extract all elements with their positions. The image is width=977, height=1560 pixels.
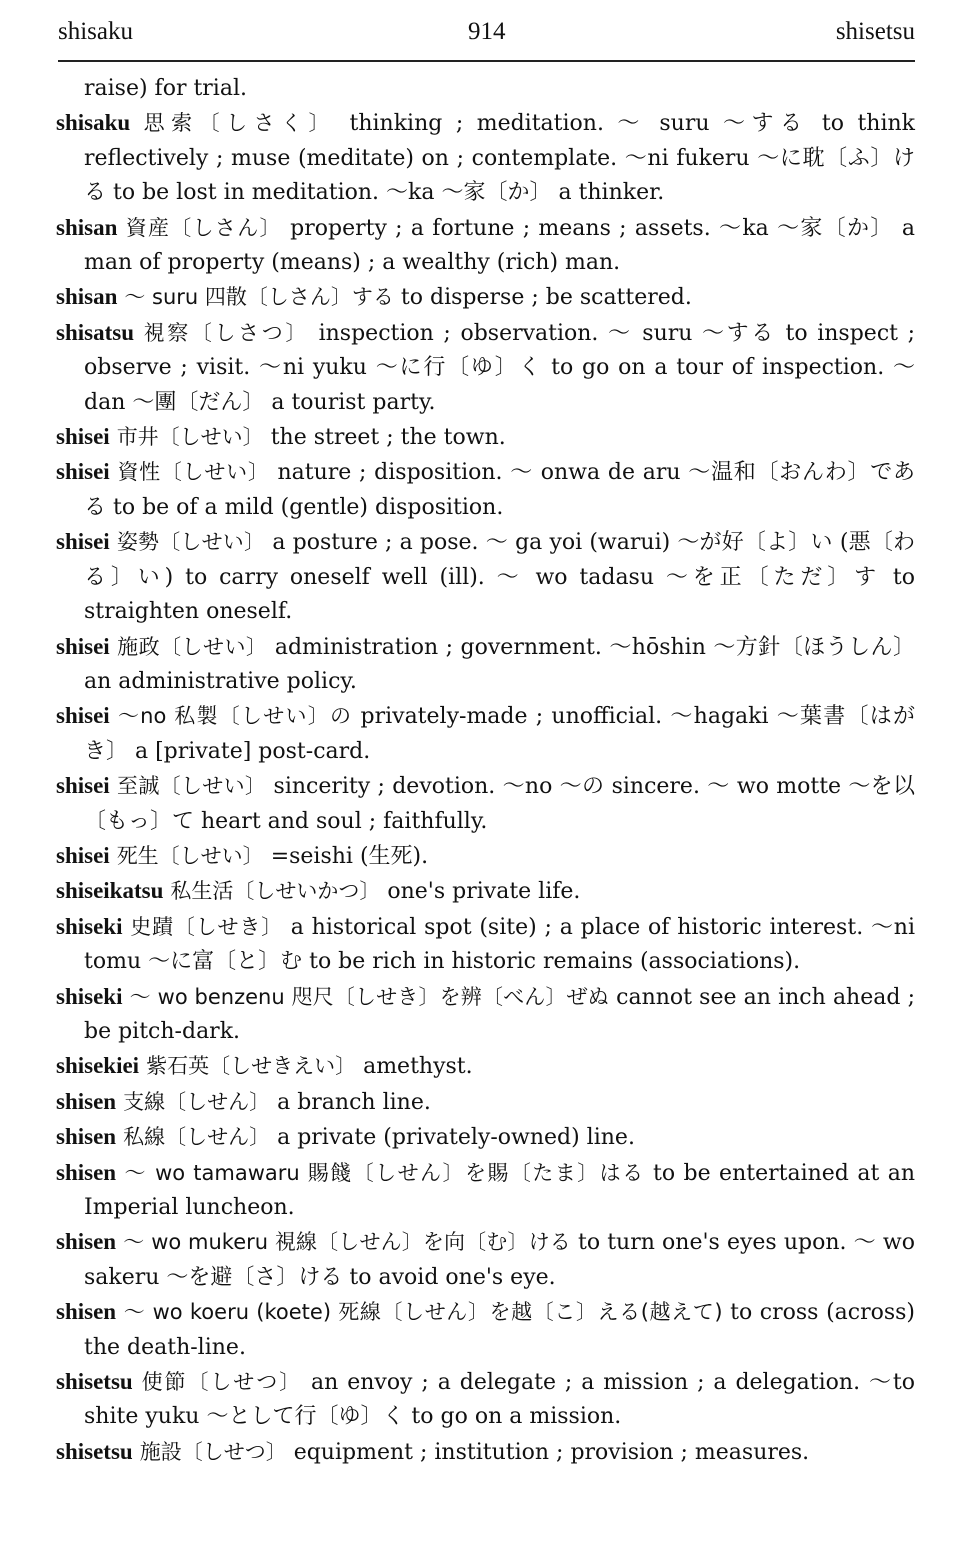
entry-definition: inspection ; observation. ～ suru ～する to inspect ; observe ; visit. ～ni yuku ～に行〔ゆ〕く to go on a tour of inspection. ～dan ～團〔だん〕 a tourist party.	[84, 320, 916, 415]
entry-definition: nature ; disposition. ～ onwa de aru ～温和〔おんわ〕である to be of a mild (gentle) disposition.	[84, 460, 915, 520]
entry-japanese: 史蹟〔しせき〕	[130, 914, 283, 939]
entry-definition: to be entertained at an Imperial luncheon.	[84, 1160, 916, 1220]
entry-definition: amethyst.	[363, 1054, 473, 1080]
entry-japanese: 資産〔しさん〕	[125, 215, 282, 240]
dictionary-entry	[56, 106, 915, 210]
entry-headword: shisei	[56, 459, 110, 485]
entry-headword: shisatsu	[56, 319, 134, 345]
entry-definition: an envoy ; a delegate ; a mission ; a delegation. ～to shite yuku ～として行〔ゆ〕く to go on a mission.	[84, 1370, 916, 1430]
entry-headword: shisetsu	[56, 1369, 133, 1395]
entry-definition: a historical spot (site) ; a place of historic interest. ～ni tomu ～に富〔と〕む to be rich in historic remains (associations).	[84, 914, 915, 975]
entry-japanese: 私生活〔しせいかつ〕	[170, 879, 381, 904]
entry-headword: shiseikatsu	[56, 878, 164, 904]
entry-list	[56, 106, 915, 1470]
entry-japanese: 姿勢〔しせい〕	[116, 530, 266, 555]
entry-headword: shisan	[56, 284, 118, 310]
entry-headword: shisei	[56, 424, 110, 450]
entry-japanese: 資性〔しせい〕	[117, 460, 270, 485]
dictionary-entry	[56, 455, 915, 525]
entry-headword: shiseki	[56, 983, 123, 1009]
dictionary-entry	[56, 1049, 915, 1084]
entry-headword: shisei	[56, 633, 110, 659]
page-number: 914	[468, 18, 506, 45]
header-rule	[58, 60, 915, 62]
entry-japanese: ～ wo mukeru 視線〔しせん〕を向〔む〕ける	[123, 1230, 571, 1255]
entry-headword: shisei	[56, 703, 110, 729]
dictionary-entry	[56, 874, 915, 909]
dictionary-entry	[56, 280, 915, 315]
entry-definition: =seishi (生死).	[270, 843, 429, 869]
entry-japanese: ～ wo benzenu 咫尺〔しせき〕を辨〔べん〕ぜぬ	[129, 984, 609, 1009]
entry-japanese: 使節〔しせつ〕	[141, 1370, 303, 1395]
entry-headword: shisen	[56, 1299, 117, 1325]
running-head-left: shisaku	[58, 18, 133, 45]
dictionary-entry	[56, 699, 915, 769]
dictionary-entry	[56, 525, 915, 629]
dictionary-entry	[56, 839, 915, 874]
entry-japanese: 視察〔しさつ〕	[143, 320, 309, 345]
dictionary-entry	[56, 769, 915, 839]
dictionary-entry	[56, 316, 915, 420]
entry-headword: shisen	[56, 1229, 117, 1255]
entry-definition: a private (privately-owned) line.	[277, 1125, 635, 1151]
dictionary-entry	[56, 1225, 915, 1295]
entry-definition: property ; a fortune ; means ; assets. ～ka ～家〔か〕 a man of property (means) ; a wealthy (rich) man.	[84, 215, 916, 276]
entry-japanese: 市井〔しせい〕	[116, 425, 264, 450]
entry-definition: a branch line.	[277, 1089, 431, 1115]
entry-definition: cannot see an inch ahead ; be pitch-dark.	[84, 984, 916, 1044]
dictionary-entry	[56, 910, 915, 980]
entry-definition: one's private life.	[387, 879, 581, 905]
running-head-right: shisetsu	[835, 18, 915, 45]
entry-japanese: 至誠〔しせい〕	[117, 774, 267, 799]
entry-headword: shisei	[56, 773, 110, 799]
entry-japanese: 私線〔しせん〕	[123, 1125, 271, 1150]
dictionary-entry	[56, 1435, 915, 1470]
entry-definition: sincerity ; devotion. ～no ～の sincere. ～ wo motte ～を以〔もっ〕て heart and soul ; faithfully.	[84, 774, 916, 834]
entry-japanese: ～ wo koeru (koete) 死線〔しせん〕を越〔こ〕える(越えて)	[123, 1300, 723, 1325]
entry-headword: shisan	[56, 214, 118, 240]
page-header	[58, 18, 915, 52]
dictionary-entry	[56, 980, 915, 1050]
entry-japanese: 死生〔しせい〕	[116, 843, 264, 868]
entry-headword: shisei	[56, 842, 110, 868]
dictionary-entry	[56, 1085, 915, 1120]
entry-headword: shisaku	[56, 110, 131, 136]
entry-japanese: ～ wo tamawaru 賜餞〔しせん〕を賜〔たま〕はる	[124, 1160, 645, 1185]
entry-definition: to turn one's eyes upon. ～ wo sakeru ～を避〔さ〕ける to avoid one's eye.	[84, 1230, 915, 1290]
entry-headword: shiseki	[56, 913, 123, 939]
entry-headword: shisen	[56, 1159, 117, 1185]
dictionary-entry	[56, 1295, 915, 1365]
dictionary-entry	[56, 211, 915, 281]
entry-definition: a posture ; a pose. ～ ga yoi (warui) ～が好〔よ〕い (悪〔わる〕い) to carry oneself well (ill). ～ wo tadasu ～を正〔ただ〕す to straighten oneself.	[84, 530, 916, 625]
entry-headword: shisen	[56, 1124, 117, 1150]
dictionary-entry	[56, 630, 915, 700]
entry-japanese: 施政〔しせい〕	[117, 634, 268, 659]
dictionary-entry	[56, 420, 915, 455]
entry-headword: shisekiei	[56, 1053, 140, 1079]
entry-headword: shisetsu	[56, 1438, 133, 1464]
entry-definition: thinking ; meditation. ～ suru ～する to think reflectively ; muse (meditate) on ; contemplate. ～ni fukeru ～に耽〔ふ〕ける to be lost in meditation. ～ka ～家〔か〕 a thinker.	[84, 111, 916, 206]
entry-japanese: 思索〔しさく〕	[143, 111, 337, 136]
entry-headword: shisen	[56, 1088, 117, 1114]
entry-japanese: ～no 私製〔しせい〕の	[117, 704, 353, 729]
entry-definition: to disperse ; be scattered.	[400, 285, 692, 311]
entry-japanese: 紫石英〔しせきえい〕	[146, 1054, 357, 1079]
entry-definition: equipment ; institution ; provision ; measures.	[293, 1439, 810, 1465]
dictionary-entries	[56, 72, 915, 1470]
dictionary-entry	[56, 1156, 915, 1226]
entry-japanese: ～ suru 四散〔しさん〕する	[124, 285, 394, 310]
entry-definition: the street ; the town.	[270, 425, 506, 451]
continuation-text: raise) for trial.	[84, 76, 247, 101]
entry-japanese: 施設〔しせつ〕	[139, 1439, 287, 1464]
dictionary-entry	[56, 1120, 915, 1155]
entry-definition: administration ; government. ～hōshin ～方針〔ほうしん〕 an administrative policy.	[84, 634, 916, 694]
entry-definition: privately-made ; unofficial. ～hagaki ～葉書〔はがき〕 a [private] post-card.	[84, 704, 915, 764]
entry-definition: to cross (across) the death-line.	[84, 1300, 916, 1360]
entry-headword: shisei	[56, 529, 110, 555]
entry-japanese: 支線〔しせん〕	[123, 1089, 271, 1114]
dictionary-entry	[56, 1365, 915, 1435]
